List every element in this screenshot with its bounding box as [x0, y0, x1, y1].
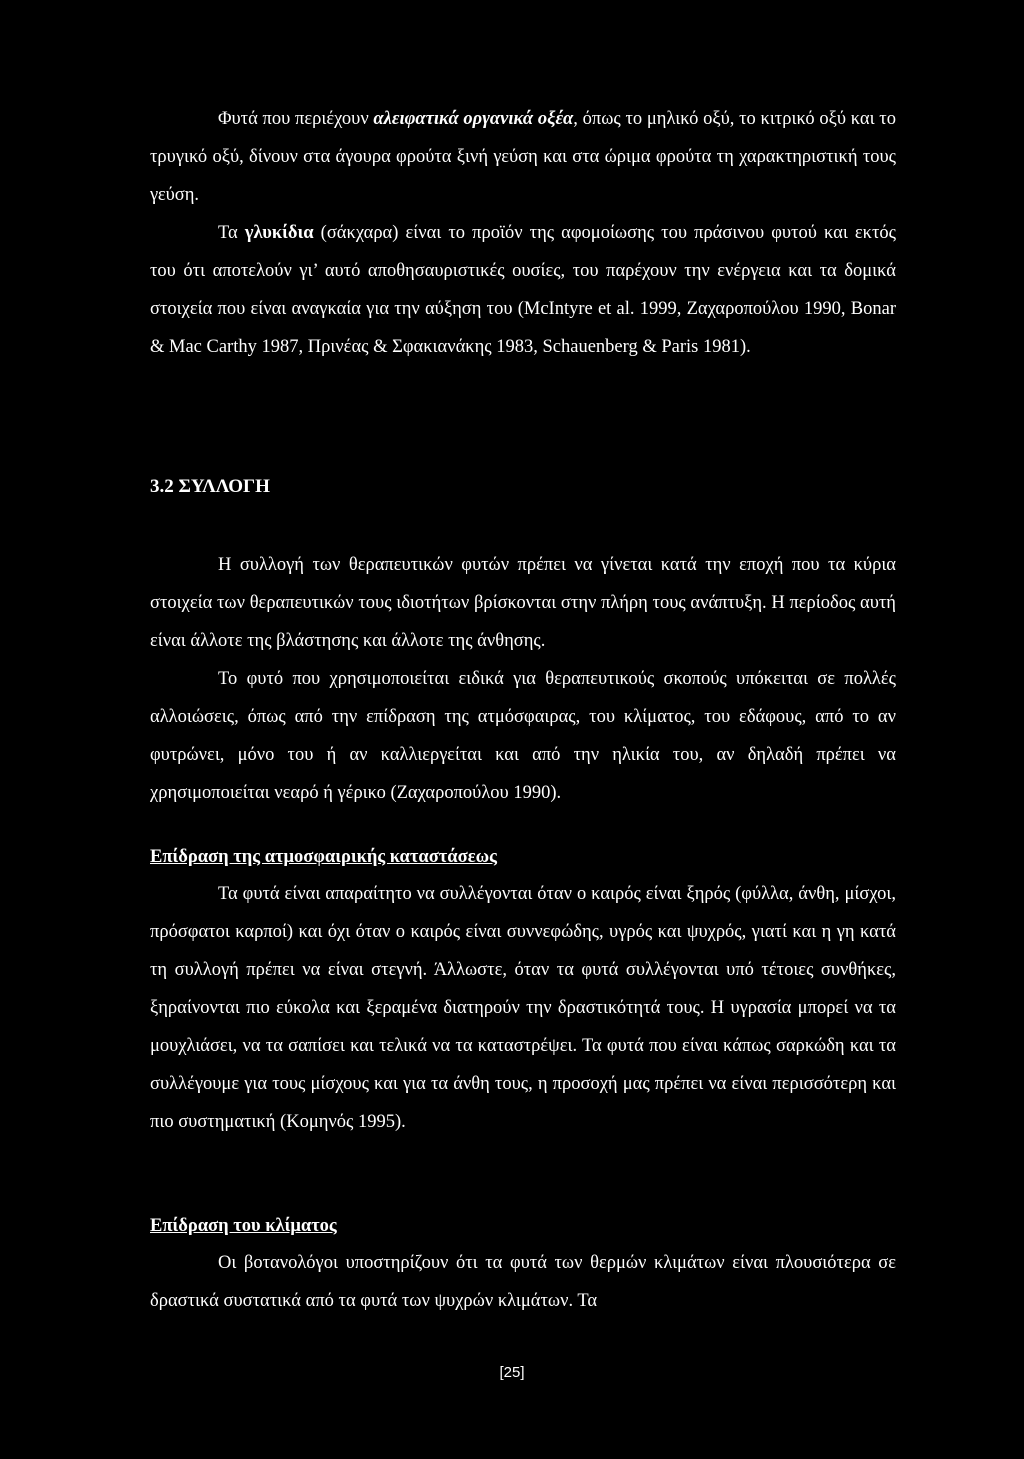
term-sugars: γλυκίδια — [244, 223, 314, 243]
subheading-climate: Επίδραση του κλίματος — [150, 1216, 337, 1236]
body-text-collection — [150, 546, 896, 812]
term-aliphatic-organic-acids: αλειφατικά οργανικά οξέα — [373, 109, 574, 129]
paragraph-plant-use: Το φυτό που χρησιμοποιείται ειδικά για θεραπευτικούς σκοπούς υπόκειται σε πολλές αλλοιώσεις, όπως από την επίδραση της ατμόσφαιρας, του κλίματος, του εδάφους, από το αν φυτρώνει, μόνο του ή αν καλλιεργείται και από την ηλικία του, αν δηλαδή πρέπει να χρησιμοποιείται νεαρό ή γέρικο (Ζαχαροπούλου 1990). — [150, 669, 896, 803]
body-text-climate — [150, 1244, 896, 1320]
paragraph-aliphatic-acids-rest: , όπως το μηλικό οξύ, το κιτρικό οξύ και το τρυγικό οξύ, δίνουν στα άγουρα φρούτα ξινή γεύση και στα ώριμα φρούτα τη χαρακτηριστική τους γεύση. — [150, 109, 896, 205]
paragraph-aliphatic-acids — [150, 100, 896, 214]
paragraph-sugars — [150, 214, 896, 366]
paragraph-climate: Οι βοτανολόγοι υποστηρίζουν ότι τα φυτά των θερμών κλιμάτων είναι πλουσιότερα σε δραστικά συστατικά από τα φυτά των ψυχρών κλιμάτων. Τα — [150, 1253, 896, 1311]
page-number: [25] — [499, 1364, 525, 1381]
body-text-top — [150, 100, 896, 366]
paragraph-atmosphere: Τα φυτά είναι απαραίτητο να συλλέγονται όταν ο καιρός είναι ξηρός (φύλλα, άνθη, μίσχοι, πρόσφατοι καρποί) και όχι όταν ο καιρός είναι συννεφώδης, υγρός και ψυχρός, γιατί και η γη κατά τη συλλογή πρέπει να είναι στεγνή. Άλλωστε, όταν τα φυτά συλλέγονται υπό τέτοιες συνθήκες, ξηραίνονται πιο εύκολα και ξεραμένα διατηρούν την δραστικότητά τους. Η υγρασία μπορεί να τα μουχλιάσει, να τα σαπίσει και τελικά να τα καταστρέψει. Τα φυτά που είναι κάπως σαρκώδη και τα συλλέγουμε για τους μίσχους και για τα άνθη τους, η προσοχή μας πρέπει να είναι περισσότερη και πιο συστηματική (Κομηνός 1995). — [150, 884, 896, 1132]
paragraph-sugars-rest: (σάκχαρα) είναι το προϊόν της αφομοίωσης του πράσινου φυτού και εκτός του ότι αποτελούν γι’ αυτό αποθησαυριστικές ουσίες, του παρέχουν την ενέργεια και τα δομικά στοιχεία που είναι αναγκαία για την αύξηση του (McIntyre et al. 1999, Ζαχαροπούλου 1990, Bonar & Mac Carthy 1987, Πρινέας & Σφακιανάκης 1983, Schauenberg & Paris 1981). — [150, 223, 896, 357]
paragraph-sugars-prefix: Τα — [218, 223, 245, 243]
subheading-atmosphere: Επίδραση της ατμοσφαιρικής καταστάσεως — [150, 847, 497, 867]
paragraph-collection: Η συλλογή των θεραπευτικών φυτών πρέπει να γίνεται κατά την εποχή που τα κύρια στοιχεία των θεραπευτικών τους ιδιοτήτων βρίσκονται στην πλήρη τους ανάπτυξη. Η περίοδος αυτή είναι άλλοτε της βλάστησης και άλλοτε της άνθησης. — [150, 555, 896, 651]
paragraph-aliphatic-acids-prefix: Φυτά που περιέχουν — [218, 109, 374, 129]
section-heading: 3.2 ΣΥΛΛΟΓΗ — [150, 476, 270, 497]
body-text-atmosphere — [150, 875, 896, 1141]
